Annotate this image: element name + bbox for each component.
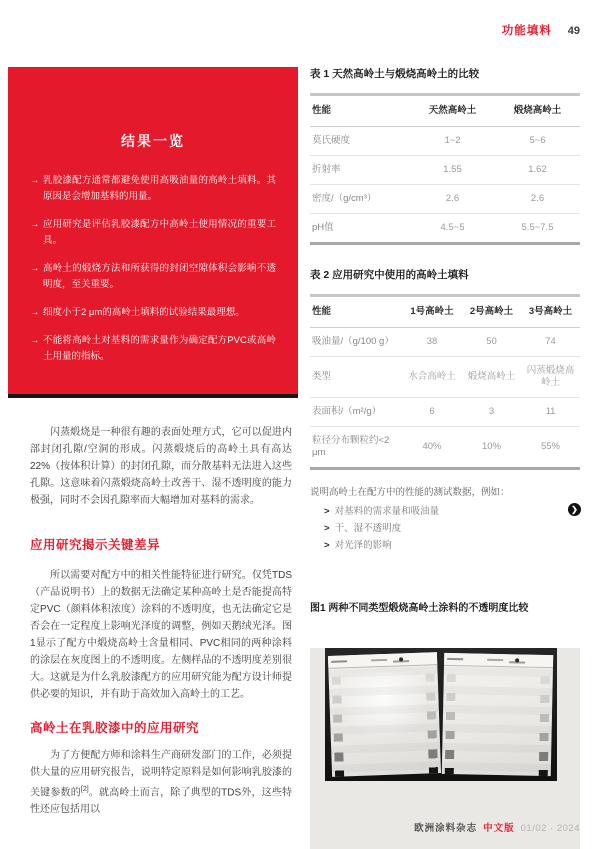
table-cell: 74 <box>545 336 556 347</box>
results-summary-box <box>8 67 298 398</box>
article-body <box>8 424 298 818</box>
table-cell: 6 <box>429 406 435 417</box>
test-data-item <box>310 521 580 536</box>
paragraph-tds-limits: 所以需要对配方中的相关性能特征进行研究。仅凭TDS（产品说明书）上的数据无法确定某种高岭土是否能提高特定PVC（颜料体积浓度）涂料的不透明度，也无法确定它是否会在一定程度上影响光泽度的调整，例如天鹅绒光泽。图1显示了配方中煅烧高岭土含量相同、PVC相同的两种涂料的涂层在灰度图上的不透明度。左侧样品的不透明度差别很大。这就是为什么乳胶漆配方的应用研究能为配方设计师提供必要的知识，并有助于高效加入高岭土的工艺。 <box>30 570 292 700</box>
results-item-text: 细度小于2 μm的高岭土填料的试验结果最理想。 <box>43 307 245 318</box>
table-row <box>310 127 580 156</box>
test-data-item-text: 干、湿不透明度 <box>334 523 402 534</box>
page-footer <box>414 820 580 834</box>
table-cell: 5~6 <box>529 135 546 146</box>
figure-1 <box>310 599 580 849</box>
table-header-cell: 1号高岭土 <box>410 306 454 317</box>
results-item-text: 不能将高岭土对基料的需求量作为确定配方PVC或高岭土用量的指标。 <box>43 335 276 362</box>
page-number: 49 <box>567 25 580 37</box>
arrow-right-icon: → <box>30 307 40 318</box>
table-cell: 11 <box>545 406 556 417</box>
results-item <box>30 217 276 249</box>
table-cell: 40% <box>422 441 442 452</box>
table-cell: 水合高岭土 <box>408 371 456 382</box>
test-data-item-text: 对光泽的影响 <box>334 540 392 551</box>
paragraph-text: 为了方便配方师和涂料生产商研发部门的工作，必须提供大量的应用研究报告，说明特定原料是如何影响乳胶漆的关键参数的 <box>30 750 292 799</box>
table1-title: 表 1 天然高岭土与煅烧高岭土的比较 <box>310 68 480 80</box>
table1 <box>310 93 580 245</box>
table-cell: 莫氏硬度 <box>312 135 351 146</box>
table-header-cell: 性能 <box>312 105 332 116</box>
results-item <box>30 333 276 365</box>
table-cell: 2.6 <box>445 193 460 204</box>
chart-header <box>444 653 553 668</box>
table-cell: 5.5~7.5 <box>521 222 554 233</box>
arrow-right-icon: → <box>30 335 40 346</box>
drawdown-stripes <box>328 666 441 777</box>
table-cell: 煅烧高岭土 <box>467 371 516 382</box>
footnote-reference: [2] <box>80 786 89 793</box>
journal-name: 欧洲涂料杂志 <box>414 823 478 834</box>
paragraph-text: 。就高岭土而言，除了典型的TDS外，这些特性还应包括用以 <box>30 787 293 816</box>
results-item-text: 乳胶漆配方通常都避免使用高吸油量的高岭土填料。其原因是会增加基料的用量。 <box>43 175 276 202</box>
results-item <box>30 173 276 205</box>
test-data-item <box>310 538 580 553</box>
table1-block <box>310 66 580 245</box>
table-header-cell: 煅烧高岭土 <box>513 105 562 116</box>
figure-panel <box>310 648 580 849</box>
table-header-cell: 2号高岭土 <box>469 306 514 317</box>
opacity-test-chart-right <box>442 653 554 776</box>
table-row <box>310 398 580 427</box>
heading-application-studies: 应用研究揭示关键差异 <box>30 538 161 552</box>
table-header-cell: 3号高岭土 <box>528 306 573 317</box>
table-cell: 10% <box>481 441 501 452</box>
table2 <box>310 294 580 470</box>
table-cell: 1.55 <box>443 164 462 175</box>
table-cell: 1~2 <box>444 135 461 146</box>
test-data-item-text: 对基料的需求量和吸油量 <box>334 506 440 517</box>
section-tag: 功能填料 <box>501 25 552 37</box>
figure-caption: 图1 两种不同类型煅烧高岭土涂料的不透明度比较 <box>310 603 529 614</box>
table-row <box>310 328 580 357</box>
heading-kaolin-in-emulsion-paints: 高岭土在乳胶漆中的应用研究 <box>30 721 200 735</box>
table-header-row <box>310 96 580 127</box>
table-cell: 闪蒸煅烧高岭土 <box>526 365 575 388</box>
chevron-bullet-icon: > <box>324 540 330 551</box>
arrow-right-icon: → <box>30 175 40 186</box>
table-cell: 吸油量/（g/100 g） <box>312 336 394 347</box>
arrow-right-icon: → <box>30 219 40 230</box>
table-cell: 2.6 <box>530 193 545 204</box>
test-data-list <box>310 486 580 553</box>
table-cell: 表面积/（m²/g） <box>312 406 382 417</box>
table-row <box>310 185 580 214</box>
issue-date: 01/02 · 2024 <box>520 823 580 834</box>
table2-block <box>310 267 580 470</box>
chevron-bullet-icon: > <box>324 523 330 534</box>
table-cell: 38 <box>426 336 438 347</box>
results-item <box>30 305 276 321</box>
table-row <box>310 427 580 467</box>
table-row <box>310 357 580 398</box>
results-item <box>30 261 276 293</box>
drawdown-stripes <box>442 667 553 776</box>
table-header-cell: 天然高岭土 <box>428 105 477 116</box>
table-header-cell: 性能 <box>312 306 332 317</box>
opacity-comparison-photo <box>325 648 557 781</box>
table-row <box>310 214 580 242</box>
table-row <box>310 156 580 185</box>
edition-label: 中文版 <box>483 823 515 834</box>
table-cell: pH值 <box>312 222 334 233</box>
table-cell: 类型 <box>312 371 332 382</box>
results-item-text: 高岭土的煅烧方法和所获得的封闭空隙体积会影响不透明度，至关重要。 <box>43 263 276 290</box>
opacity-test-chart-left <box>328 652 441 777</box>
table-cell: 55% <box>540 441 560 452</box>
paragraph-flash-calcination: 闪蒸煅烧是一种很有趣的表面处理方式，它可以促进内部封闭孔隙/空洞的形成。闪蒸煅烧后的高岭土具有高达22%（按体积计算）的封闭孔隙，而分散基料无法进入这些孔隙。这意味着闪蒸煅烧高岭土改善干、湿不透明度的能力极强，同时不会因孔隙率而大幅增加对基料的需求。 <box>30 427 292 506</box>
left-column <box>8 67 298 818</box>
results-item-text: 应用研究是评估乳胶漆配方中高岭土使用情况的重要工具。 <box>43 219 276 246</box>
continued-arrow-icon: ❯ <box>568 503 581 516</box>
test-data-item <box>310 504 580 519</box>
table-cell: 1.62 <box>528 164 547 175</box>
table2-title: 表 2 应用研究中使用的高岭土填料 <box>310 269 469 281</box>
paragraph-application-reports <box>30 747 292 818</box>
table-cell: 50 <box>486 336 497 347</box>
page-header <box>502 22 580 38</box>
test-data-intro: 说明高岭土在配方中的性能的测试数据，例如： <box>310 487 510 498</box>
right-column <box>310 66 580 849</box>
table-cell: 粒径分布颗粒约<2 μm <box>312 435 390 458</box>
table-cell: 密度/（g/cm³） <box>312 193 377 204</box>
chevron-bullet-icon: > <box>324 506 330 517</box>
table-cell: 折射率 <box>312 164 341 175</box>
table-cell: 3 <box>488 406 495 417</box>
arrow-right-icon: → <box>30 263 40 274</box>
results-box-title: 结果一览 <box>121 133 185 149</box>
table-header-row <box>310 297 580 328</box>
table-cell: 4.5~5 <box>440 222 465 233</box>
